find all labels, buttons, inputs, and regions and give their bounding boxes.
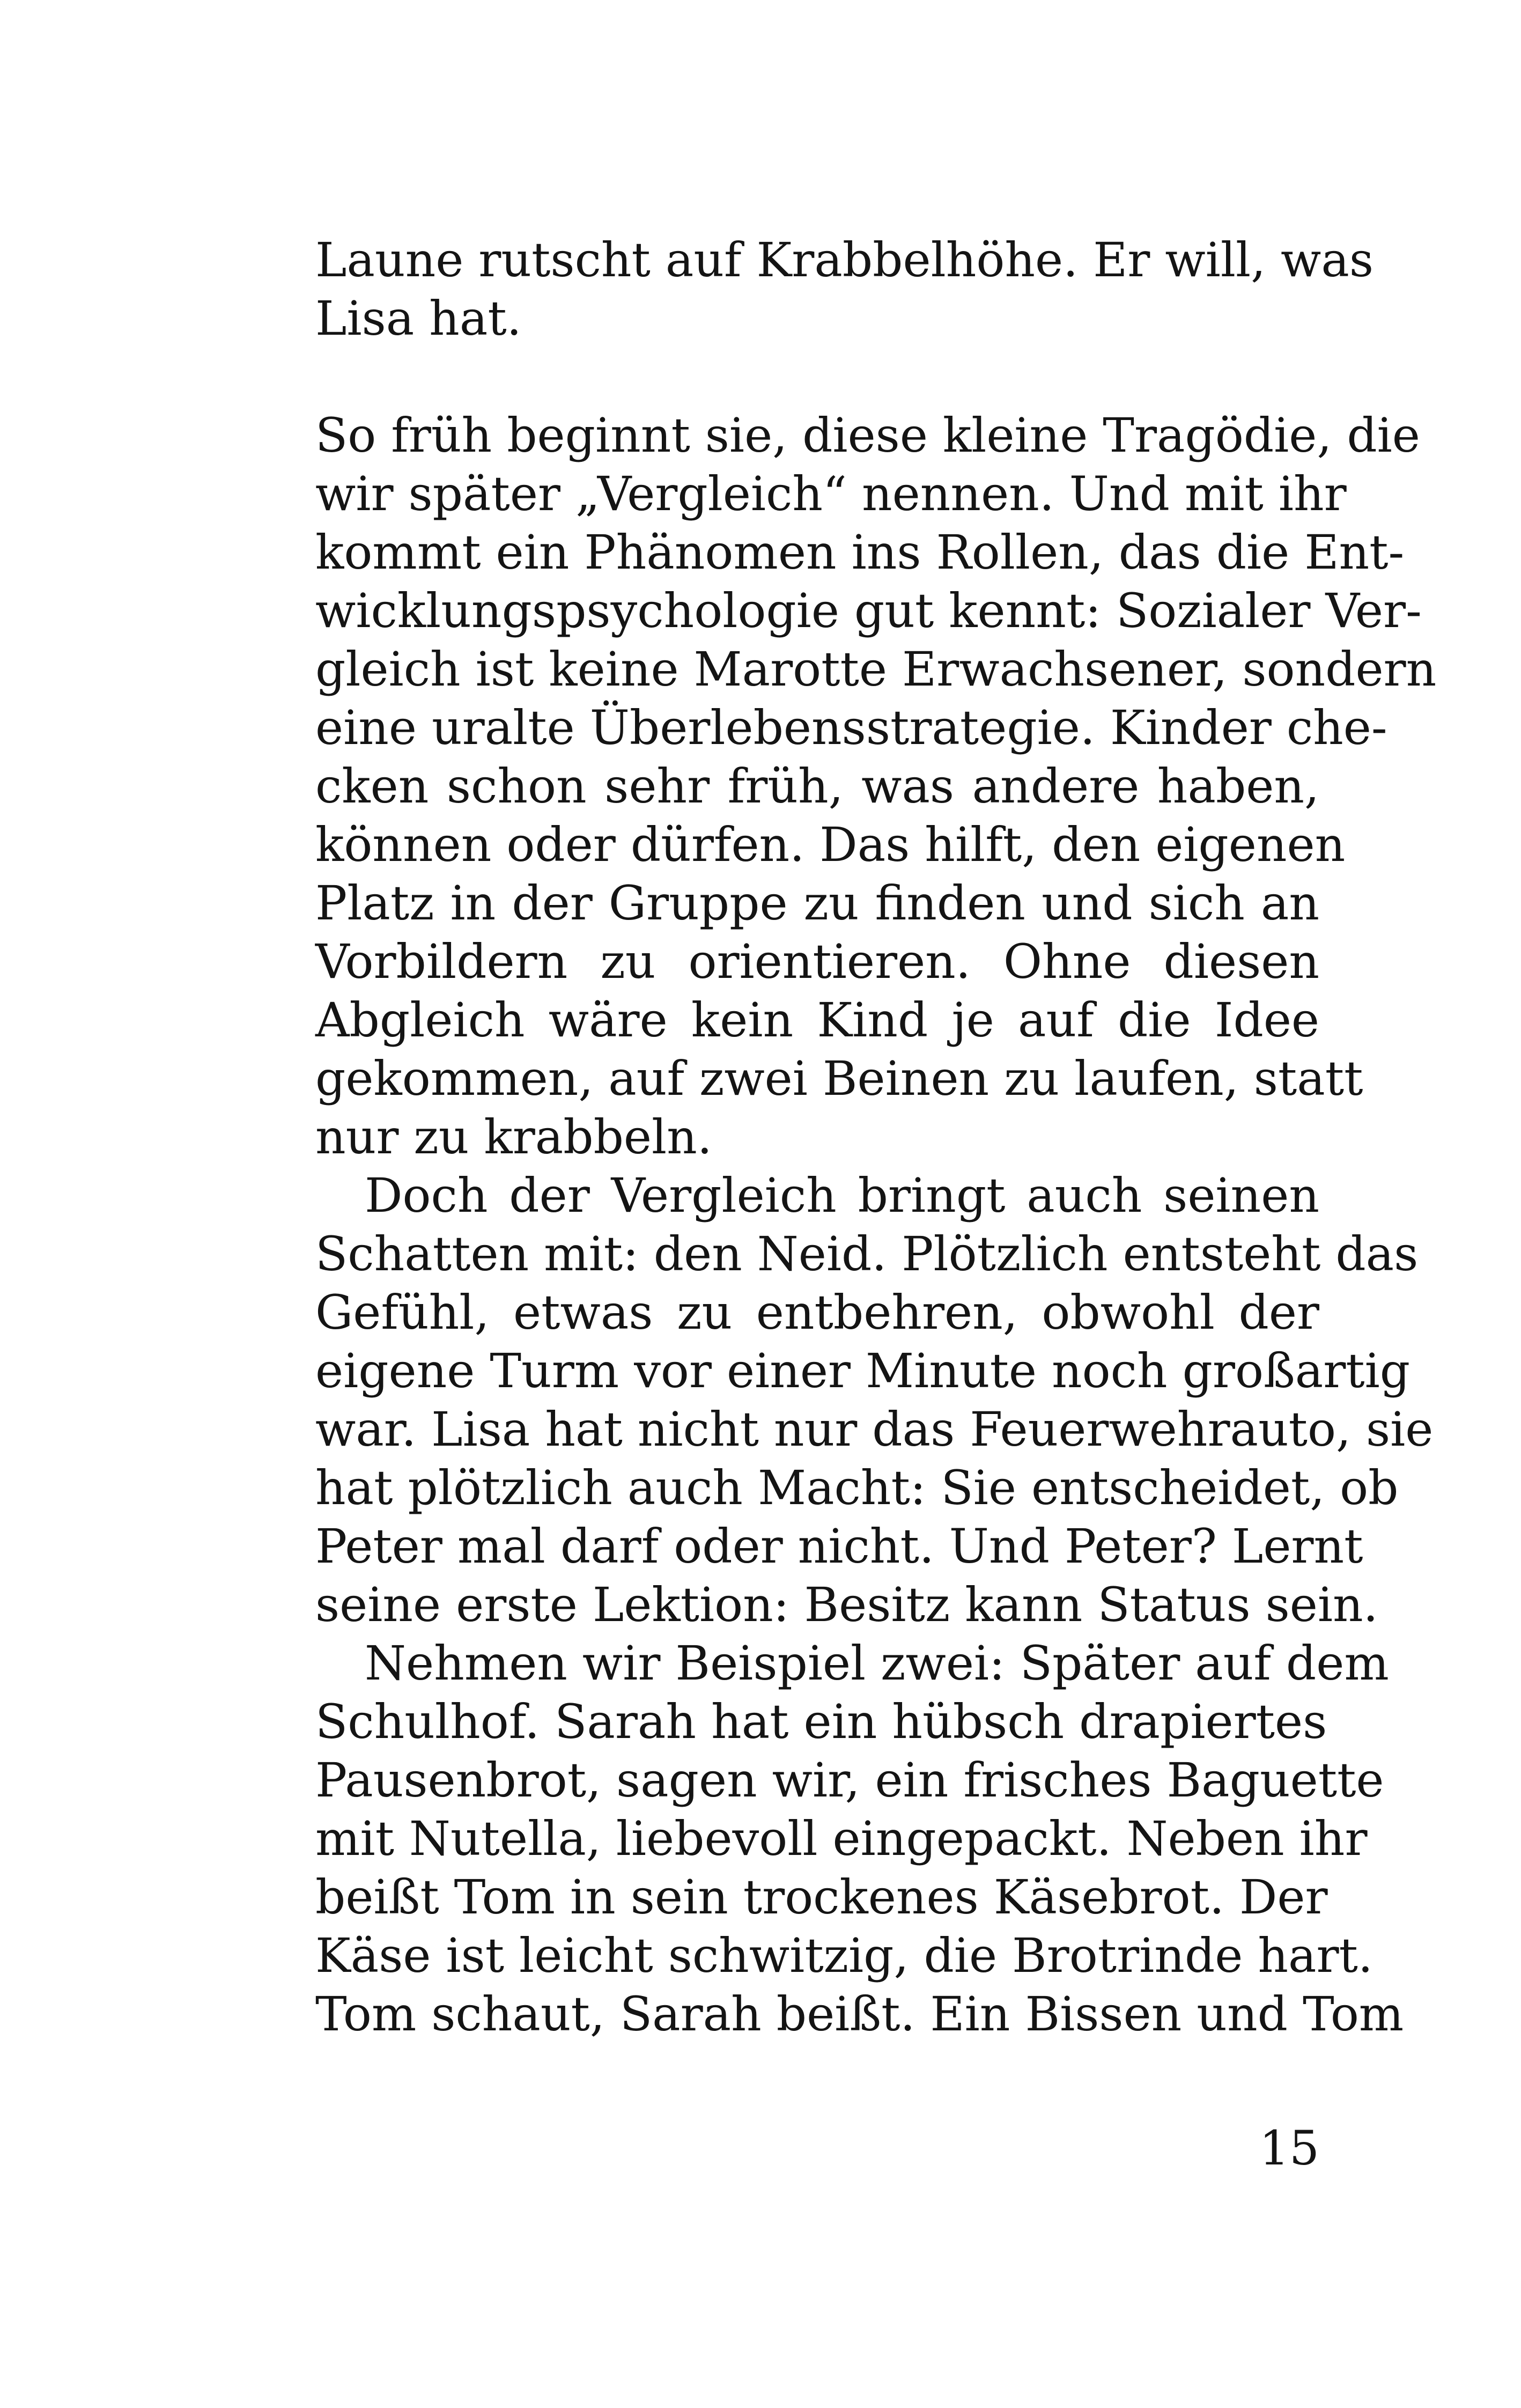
text-line: wir später „Vergleich“ nennen. Und mit ihr xyxy=(315,466,1347,521)
text-line: seine erste Lektion: Besitz kann Status sein. xyxy=(315,1577,1378,1632)
text-line: nur zu krabbeln. xyxy=(315,1109,712,1165)
text-line: eine uralte Überlebensstrategie. Kinder che- xyxy=(315,700,1387,755)
body-text xyxy=(315,231,1437,2043)
text-line: eigene Turm vor einer Minute noch großartig xyxy=(315,1343,1411,1398)
text-line: kommt ein Phänomen ins Rollen, das die Ent- xyxy=(315,525,1405,580)
text-line: hat plötzlich auch Macht: Sie entscheidet, ob xyxy=(315,1460,1399,1515)
text-line: wicklungspsychologie gut kennt: Sozialer Ver- xyxy=(315,583,1422,638)
text-line: Schulhof. Sarah hat ein hübsch drapiertes xyxy=(315,1694,1327,1749)
text-line: Pausenbrot, sagen wir, ein frisches Baguette xyxy=(315,1752,1384,1808)
text-line: cken schon sehr früh, was andere haben, xyxy=(315,759,1319,814)
paragraph-3 xyxy=(315,1166,1434,1634)
text-line: mit Nutella, liebevoll eingepackt. Neben ihr xyxy=(315,1811,1368,1866)
text-line: Tom schaut, Sarah beißt. Ein Bissen und Tom xyxy=(315,1986,1404,2042)
paragraph-2 xyxy=(315,406,1437,1166)
paragraph-1 xyxy=(315,231,1374,348)
paragraph-4 xyxy=(315,1634,1404,2043)
text-line: gekommen, auf zwei Beinen zu laufen, statt xyxy=(315,1051,1363,1106)
text-line: Vorbildern zu orientieren. Ohne diesen xyxy=(315,934,1319,989)
text-line: So früh beginnt sie, diese kleine Tragödie, die xyxy=(315,408,1420,463)
text-line: Gefühl, etwas zu entbehren, obwohl der xyxy=(315,1285,1319,1340)
text-line: Peter mal darf oder nicht. Und Peter? Lernt xyxy=(315,1519,1363,1574)
page-number: 15 xyxy=(1259,2120,1319,2176)
text-line: beißt Tom in sein trockenes Käsebrot. Der xyxy=(315,1869,1328,1925)
text-line: können oder dürfen. Das hilft, den eigenen xyxy=(315,817,1346,872)
text-line: Nehmen wir Beispiel zwei: Später auf dem xyxy=(365,1636,1389,1691)
text-line: war. Lisa hat nicht nur das Feuerwehrauto, sie xyxy=(315,1402,1434,1457)
text-line: gleich ist keine Marotte Erwachsener, sondern xyxy=(315,642,1437,697)
text-line: Doch der Vergleich bringt auch seinen xyxy=(365,1168,1319,1223)
text-line: Platz in der Gruppe zu finden und sich an xyxy=(315,875,1319,931)
paragraph-gap xyxy=(315,348,1319,406)
text-line: Abgleich wäre kein Kind je auf die Idee xyxy=(315,992,1319,1048)
text-line: Käse ist leicht schwitzig, die Brotrinde hart. xyxy=(315,1928,1373,1983)
text-line: Lisa hat. xyxy=(315,291,522,346)
text-line: Schatten mit: den Neid. Plötzlich entsteht das xyxy=(315,1226,1419,1282)
text-line: Laune rutscht auf Krabbelhöhe. Er will, was xyxy=(315,232,1374,288)
